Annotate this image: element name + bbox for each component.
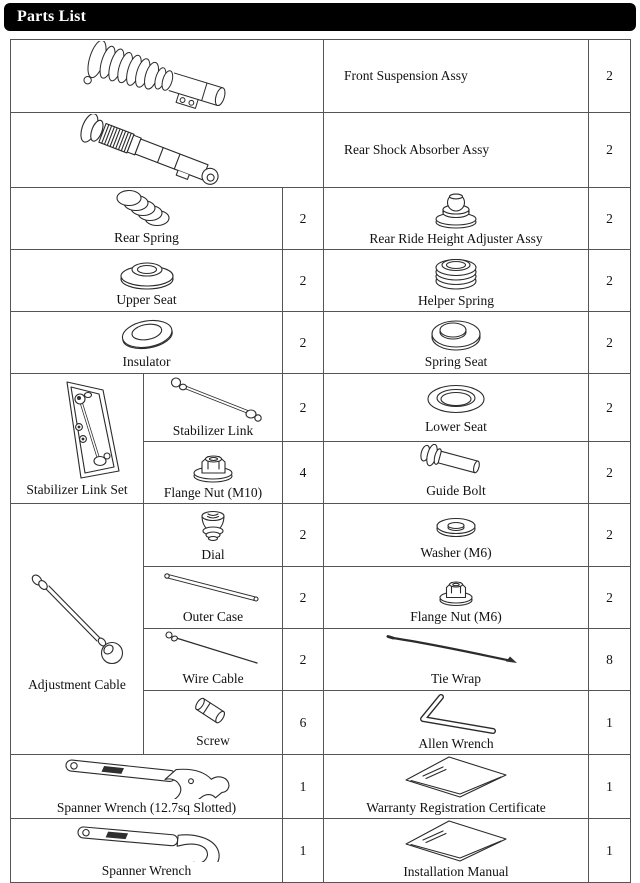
table-row bbox=[11, 188, 631, 250]
screw-image bbox=[144, 694, 282, 732]
part-name: Rear Ride Height Adjuster Assy bbox=[369, 231, 543, 246]
part-qty: 2 bbox=[283, 188, 324, 250]
part-qty: 1 bbox=[589, 691, 631, 755]
dial-image bbox=[144, 506, 282, 546]
part-name: Front Suspension Assy bbox=[324, 40, 589, 113]
rear-shock-image-cell bbox=[11, 113, 324, 188]
part-qty: 2 bbox=[283, 504, 324, 567]
parts-table bbox=[10, 39, 631, 883]
part-name: Outer Case bbox=[182, 609, 244, 624]
part-qty: 2 bbox=[589, 250, 631, 312]
stabilizer-link-set-image bbox=[11, 377, 143, 481]
part-qty: 2 bbox=[589, 374, 631, 442]
part-name: Washer (M6) bbox=[420, 544, 492, 560]
flange-nut-m10-image bbox=[144, 442, 282, 484]
part-qty: 2 bbox=[283, 567, 324, 629]
part-qty: 1 bbox=[283, 755, 324, 819]
part-name: Warranty Registration Certificate bbox=[366, 800, 546, 815]
spanner-wrench-slotted-cell bbox=[11, 755, 283, 819]
table-row bbox=[11, 40, 631, 113]
part-qty: 1 bbox=[589, 819, 631, 883]
part-name: Allen Wrench bbox=[418, 736, 494, 751]
part-qty: 2 bbox=[283, 312, 324, 374]
part-qty: 2 bbox=[589, 40, 631, 113]
part-qty: 2 bbox=[589, 312, 631, 374]
warranty-certificate-image bbox=[324, 755, 588, 799]
spring-seat-image bbox=[324, 313, 588, 353]
part-name: Flange Nut (M6) bbox=[410, 609, 502, 624]
upper-seat-cell bbox=[11, 250, 283, 312]
tie-wrap-cell bbox=[324, 629, 589, 691]
part-name: Adjustment Cable bbox=[28, 676, 126, 692]
part-name: Dial bbox=[201, 546, 225, 562]
dial-cell bbox=[144, 504, 283, 567]
lower-seat-image bbox=[324, 378, 588, 418]
part-name: Stabilizer Link bbox=[172, 423, 254, 438]
allen-wrench-cell bbox=[324, 691, 589, 755]
wire-cable-cell bbox=[144, 629, 283, 691]
warranty-certificate-cell bbox=[324, 755, 589, 819]
part-name: Helper Spring bbox=[417, 293, 495, 308]
table-row bbox=[11, 755, 631, 819]
part-name: Insulator bbox=[122, 354, 171, 369]
part-qty: 6 bbox=[283, 691, 324, 755]
insulator-image bbox=[11, 313, 282, 353]
outer-case-cell bbox=[144, 567, 283, 629]
stabilizer-link-cell bbox=[144, 374, 283, 442]
spanner-wrench-slotted-image bbox=[11, 755, 282, 799]
screw-cell bbox=[144, 691, 283, 755]
guide-bolt-image bbox=[324, 444, 588, 482]
section-header-bar bbox=[4, 3, 636, 31]
upper-seat-image bbox=[11, 251, 282, 291]
part-name: Spanner Wrench (12.7sq Slotted) bbox=[56, 800, 237, 815]
part-qty: 2 bbox=[283, 250, 324, 312]
stabilizer-link-image bbox=[144, 374, 282, 422]
part-qty: 2 bbox=[589, 188, 631, 250]
front-suspension-image bbox=[11, 41, 323, 111]
part-qty: 2 bbox=[589, 504, 631, 567]
part-name: Rear Spring bbox=[114, 230, 179, 245]
part-qty: 8 bbox=[589, 629, 631, 691]
table-row bbox=[11, 374, 631, 442]
part-qty: 2 bbox=[589, 113, 631, 188]
washer-m6-image bbox=[324, 508, 588, 544]
allen-wrench-image bbox=[324, 691, 588, 735]
installation-manual-cell bbox=[324, 819, 589, 883]
helper-spring-cell bbox=[324, 250, 589, 312]
wire-cable-image bbox=[144, 630, 282, 670]
part-name: Guide Bolt bbox=[426, 483, 486, 498]
table-row bbox=[11, 504, 631, 567]
part-name: Rear Shock Absorber Assy bbox=[324, 113, 589, 188]
part-qty: 2 bbox=[589, 567, 631, 629]
adjustment-cable-cell bbox=[11, 504, 144, 755]
washer-m6-cell bbox=[324, 504, 589, 567]
page-title: Parts List bbox=[17, 8, 87, 25]
part-name: Screw bbox=[196, 733, 230, 748]
part-qty: 2 bbox=[283, 629, 324, 691]
part-qty: 2 bbox=[589, 442, 631, 504]
rear-spring-cell bbox=[11, 188, 283, 250]
part-name: Wire Cable bbox=[182, 671, 244, 686]
rear-ride-height-adjuster-image bbox=[324, 188, 588, 230]
installation-manual-image bbox=[324, 819, 588, 863]
tie-wrap-image bbox=[324, 630, 588, 670]
part-name: Tie Wrap bbox=[430, 671, 482, 686]
part-qty: 1 bbox=[283, 819, 324, 883]
stabilizer-link-set-cell bbox=[11, 374, 144, 504]
helper-spring-image bbox=[324, 250, 588, 292]
part-name: Installation Manual bbox=[403, 864, 509, 879]
part-name: Lower Seat bbox=[425, 419, 487, 434]
spanner-wrench-image bbox=[11, 820, 282, 862]
spring-seat-cell bbox=[324, 312, 589, 374]
table-row bbox=[11, 113, 631, 188]
part-name: Stabilizer Link Set bbox=[26, 482, 128, 497]
spanner-wrench-cell bbox=[11, 819, 283, 883]
table-row bbox=[11, 312, 631, 374]
front-suspension-image-cell bbox=[11, 40, 324, 113]
part-qty: 1 bbox=[589, 755, 631, 819]
part-name: Flange Nut (M10) bbox=[163, 485, 263, 500]
table-row bbox=[11, 250, 631, 312]
rear-ride-height-adjuster-cell bbox=[324, 188, 589, 250]
guide-bolt-cell bbox=[324, 442, 589, 504]
rear-spring-image bbox=[11, 189, 282, 229]
flange-nut-m6-cell bbox=[324, 567, 589, 629]
part-qty: 4 bbox=[283, 442, 324, 504]
outer-case-image bbox=[144, 568, 282, 608]
table-row bbox=[11, 819, 631, 883]
adjustment-cable-image bbox=[11, 564, 143, 676]
part-name: Upper Seat bbox=[116, 292, 177, 307]
rear-shock-image bbox=[11, 114, 323, 186]
flange-nut-m10-cell bbox=[144, 442, 283, 504]
lower-seat-cell bbox=[324, 374, 589, 442]
part-name: Spring Seat bbox=[424, 354, 488, 369]
part-qty: 2 bbox=[283, 374, 324, 442]
part-name: Spanner Wrench bbox=[101, 863, 192, 878]
insulator-cell bbox=[11, 312, 283, 374]
flange-nut-m6-image bbox=[324, 568, 588, 608]
